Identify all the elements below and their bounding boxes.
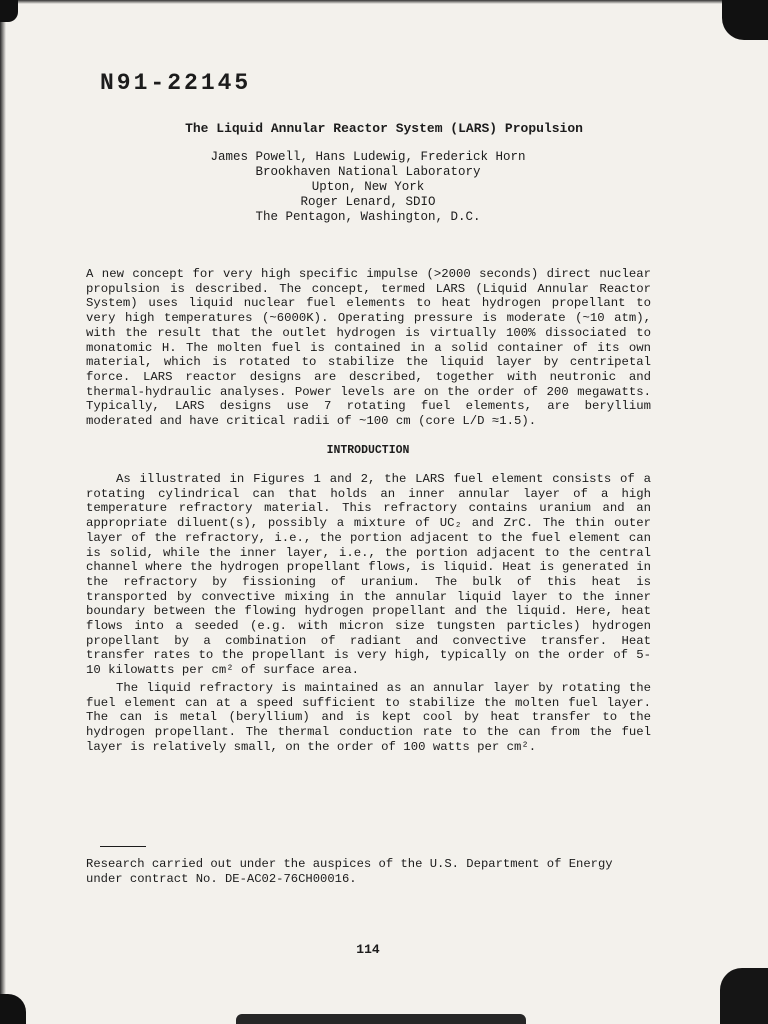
- scan-artifact-bottom-left: [0, 994, 26, 1024]
- scan-artifact-bottom: [236, 1014, 526, 1024]
- scan-artifact-bottom-right: [720, 968, 768, 1024]
- paper-title: The Liquid Annular Reactor System (LARS) Propulsion: [185, 121, 583, 136]
- page-number: 114: [356, 942, 380, 957]
- author-line: Brookhaven National Laboratory: [255, 165, 481, 179]
- author-block: [0, 150, 736, 225]
- author-line: James Powell, Hans Ludewig, Frederick Horn: [210, 150, 526, 164]
- author-line: Upton, New York: [311, 180, 425, 194]
- scan-edge-top: [0, 0, 768, 4]
- body-paragraph-1: As illustrated in Figures 1 and 2, the LARS fuel element consists of a rotating cylindrical can that holds an inner annular layer of a high temperature refractory material. This refractory contains uranium and an appropriate diluent(s), possibly a mixture of UC₂ and ZrC. The thin outer layer of the refractory, i.e., the portion adjacent to the fuel element can is solid, while the inner layer, i.e., the portion adjacent to the central channel where the hydrogen propellant flows, is liquid. Heat is generated in the refractory by fissioning of uranium. The bulk of this heat is transported by convective mixing in the annular liquid layer to the inner boundary between the flowing hydrogen propellant and the liquid. Here, heat flows into a seeded (e.g. with micron size tungsten particles) hydrogen propellant by a combination of radiant and convective transfer. Heat transfer rates to the propellant is very high, typically on the order of 5-10 kilowatts per cm² of surface area.: [86, 472, 651, 678]
- scan-artifact-top-left: [0, 0, 18, 22]
- footnote: Research carried out under the auspices of the U.S. Department of Energy under contract No. DE-AC02-76CH00016.: [86, 857, 613, 886]
- document-id: N91-22145: [100, 70, 252, 96]
- section-heading-introduction: INTRODUCTION: [326, 444, 410, 457]
- footnote-divider: [100, 846, 146, 847]
- author-line: Roger Lenard, SDIO: [300, 195, 436, 209]
- body-paragraph-2: The liquid refractory is maintained as an annular layer by rotating the fuel element can at a speed sufficient to stabilize the molten fuel layer. The can is metal (beryllium) and is kept cool by heat transfer to the hydrogen propellant. The thermal conduction rate to the can from the fuel layer is relatively small, on the order of 100 watts per cm².: [86, 681, 651, 754]
- author-line: The Pentagon, Washington, D.C.: [255, 210, 481, 224]
- abstract-paragraph: A new concept for very high specific impulse (>2000 seconds) direct nuclear propulsion is described. The concept, termed LARS (Liquid Annular Reactor System) uses liquid nuclear fuel elements to heat hydrogen propellant to very high temperatures (~6000K). Operating pressure is moderate (~10 atm), with the result that the outlet hydrogen is virtually 100% dissociated to monatomic H. The molten fuel is contained in a solid container of its own material, which is rotated to stabilize the liquid layer by centripetal force. LARS reactor designs are described, together with neutronic and thermal-hydraulic analyses. Power levels are on the order of 200 megawatts. Typically, LARS designs use 7 rotating fuel elements, are beryllium moderated and have critical radii of ~100 cm (core L/D ≈1.5).: [86, 267, 651, 429]
- scan-artifact-top-right: [722, 0, 768, 40]
